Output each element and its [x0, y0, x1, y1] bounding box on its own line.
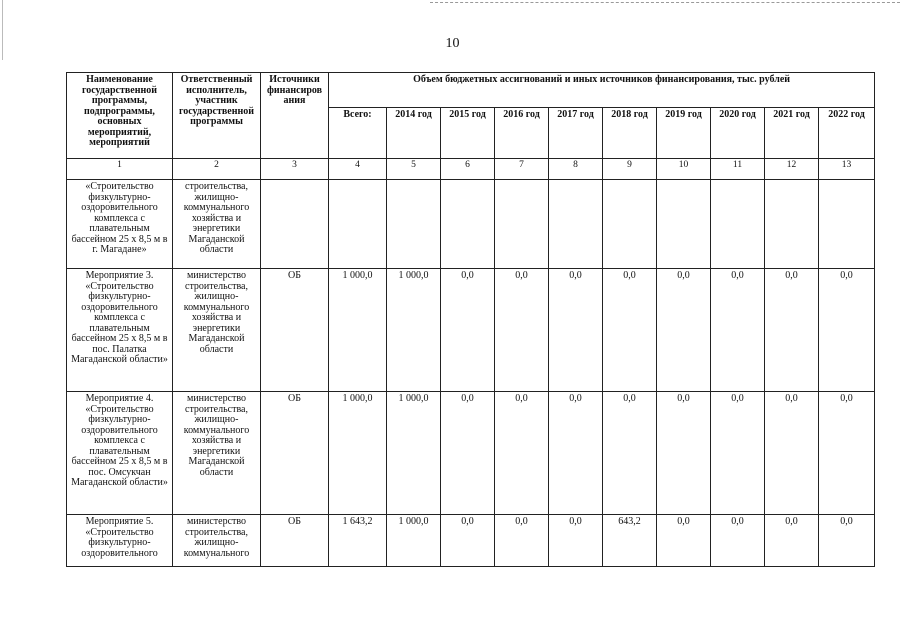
- row-funding-source: [261, 180, 329, 269]
- budget-table: [66, 72, 875, 567]
- row-program-name: Мероприятие 5. «Строительство физкультурно-оздоровительного: [67, 515, 173, 567]
- row-value: 0,0: [819, 269, 875, 392]
- row-value: 0,0: [819, 392, 875, 515]
- table-row: [67, 269, 875, 392]
- column-number: 1: [67, 159, 173, 180]
- header-year: 2019 год: [657, 108, 711, 159]
- row-value: 1 000,0: [387, 269, 441, 392]
- row-value: [495, 180, 549, 269]
- row-executor: министерство строительства, жилищно-коммунального хозяйства и энергетики Магаданской области: [173, 392, 261, 515]
- row-funding-source: ОБ: [261, 269, 329, 392]
- row-value: 0,0: [765, 515, 819, 567]
- row-executor: строительства, жилищно-коммунального хозяйства и энергетики Магаданской области: [173, 180, 261, 269]
- column-number: 10: [657, 159, 711, 180]
- header-funding-source: Источники финансиров ания: [261, 73, 329, 159]
- column-number: 13: [819, 159, 875, 180]
- row-value: 0,0: [441, 515, 495, 567]
- row-value: [765, 180, 819, 269]
- row-value: 0,0: [765, 269, 819, 392]
- header-year: 2017 год: [549, 108, 603, 159]
- header-executor: Ответственный исполнитель, участник государственной программы: [173, 73, 261, 159]
- row-value: 0,0: [657, 269, 711, 392]
- column-number: 5: [387, 159, 441, 180]
- row-value: 0,0: [657, 392, 711, 515]
- row-value: [657, 180, 711, 269]
- column-number-row: [67, 159, 875, 180]
- row-value: [711, 180, 765, 269]
- row-program-name: «Строительство физкультурно-оздоровительного комплекса с плавательным бассейном 25 х 8,5 м в г. Магадане»: [67, 180, 173, 269]
- row-value: 0,0: [495, 392, 549, 515]
- row-program-name: Мероприятие 3. «Строительство физкультурно-оздоровительного комплекса с плавательным бассейном 25 х 8,5 м в пос. Палатка Магаданской области»: [67, 269, 173, 392]
- header-row-1: [67, 73, 875, 108]
- header-year: 2020 год: [711, 108, 765, 159]
- row-program-name: Мероприятие 4. «Строительство физкультурно-оздоровительного комплекса с плавательным бассейном 25 х 8,5 м в пос. Омсукчан Магаданской области»: [67, 392, 173, 515]
- row-funding-source: ОБ: [261, 515, 329, 567]
- row-value: 0,0: [495, 515, 549, 567]
- header-total: Всего:: [329, 108, 387, 159]
- header-budget-group: Объем бюджетных ассигнований и иных источников финансирования, тыс. рублей: [329, 73, 875, 108]
- column-number: 4: [329, 159, 387, 180]
- row-value: 0,0: [441, 392, 495, 515]
- row-value: 0,0: [819, 515, 875, 567]
- row-value: 0,0: [765, 392, 819, 515]
- column-number: 3: [261, 159, 329, 180]
- header-year: 2022 год: [819, 108, 875, 159]
- row-value: 0,0: [711, 269, 765, 392]
- row-total: [329, 180, 387, 269]
- row-value: 1 000,0: [387, 392, 441, 515]
- column-number: 8: [549, 159, 603, 180]
- row-value: 0,0: [549, 515, 603, 567]
- header-year: 2018 год: [603, 108, 657, 159]
- row-value: 0,0: [549, 269, 603, 392]
- row-value: 0,0: [495, 269, 549, 392]
- row-value: [603, 180, 657, 269]
- row-executor: министерство строительства, жилищно-коммунального: [173, 515, 261, 567]
- column-number: 7: [495, 159, 549, 180]
- header-year: 2014 год: [387, 108, 441, 159]
- row-value: 0,0: [441, 269, 495, 392]
- table-row: [67, 180, 875, 269]
- column-number: 12: [765, 159, 819, 180]
- page-number: 10: [445, 36, 460, 51]
- row-value: [549, 180, 603, 269]
- header-year: 2016 год: [495, 108, 549, 159]
- row-value: [387, 180, 441, 269]
- row-executor: министерство строительства, жилищно-коммунального хозяйства и энергетики Магаданской области: [173, 269, 261, 392]
- row-value: 0,0: [711, 515, 765, 567]
- row-value: 0,0: [657, 515, 711, 567]
- table-row: [67, 515, 875, 567]
- header-year: 2021 год: [765, 108, 819, 159]
- header-year: 2015 год: [441, 108, 495, 159]
- row-value: [441, 180, 495, 269]
- top-border-rule: [430, 2, 900, 3]
- row-value: 0,0: [603, 269, 657, 392]
- column-number: 9: [603, 159, 657, 180]
- row-total: 1 000,0: [329, 269, 387, 392]
- row-total: 1 643,2: [329, 515, 387, 567]
- row-value: [819, 180, 875, 269]
- column-number: 2: [173, 159, 261, 180]
- column-number: 11: [711, 159, 765, 180]
- header-program-name: Наименование государственной программы, подпрограммы, основных мероприятий, мероприятий: [67, 73, 173, 159]
- row-value: 0,0: [603, 392, 657, 515]
- table-row: [67, 392, 875, 515]
- row-funding-source: ОБ: [261, 392, 329, 515]
- row-total: 1 000,0: [329, 392, 387, 515]
- row-value: 0,0: [711, 392, 765, 515]
- row-value: 1 000,0: [387, 515, 441, 567]
- column-number: 6: [441, 159, 495, 180]
- row-value: 643,2: [603, 515, 657, 567]
- row-value: 0,0: [549, 392, 603, 515]
